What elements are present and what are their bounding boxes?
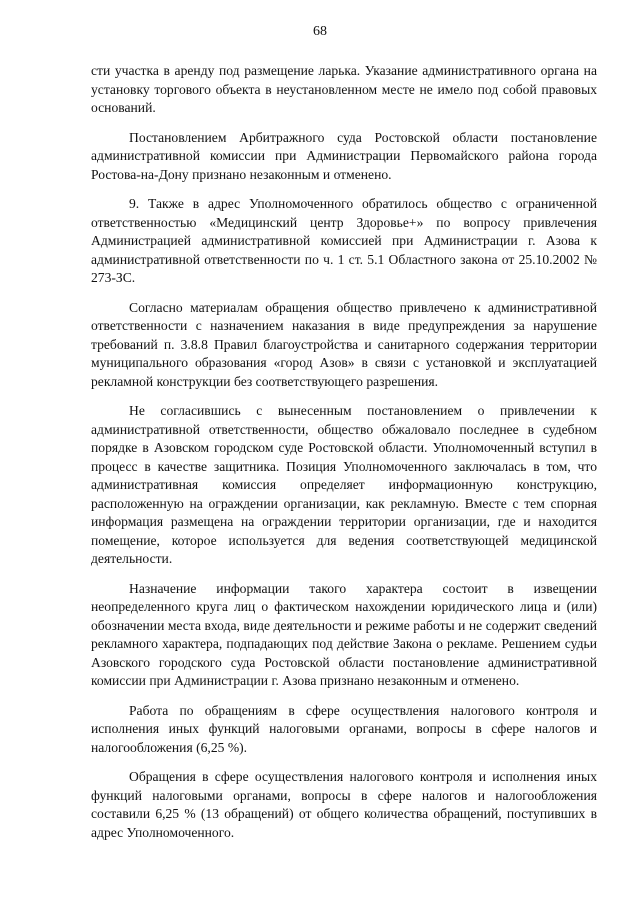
paragraph: Работа по обращениям в сфере осуществления налогового контроля и исполнения иных функций налоговыми органами, вопросы в сфере налогов и налогообложения (6,25 %). [91,702,597,755]
paragraph: Постановлением Арбитражного суда Ростовской области постановление административной комиссии при Администрации Первомайского района города Ростова-на-Дону признано незаконным и отменено. [91,129,597,182]
paragraph-continuation: сти участка в аренду под размещение ларька. Указание административного органа на установку торгового объекта в неустановленном месте не имело под собой правовых оснований. [91,63,597,115]
paragraph: 9. Также в адрес Уполномоченного обратилось общество с ограниченной ответственностью «Медицинский центр Здоровье+» по вопросу привлечения Администрацией административной комиссией при Администрации г. Азова к административной ответственности по ч. 1 ст. 5.1 Областного закона от 25.10.2002 № 273-ЗС. [91,196,597,285]
paragraph: Назначение информации такого характера состоит в извещении неопределенного круга лиц о фактическом нахождении юридического лица и (или) обозначении места входа, виде деятельности и режиме работы и не содержит сведений рекламного характера, подпадающих под действие Закона о рекламе. Решением судьи Азовского городского суда Ростовской области постановление административной комиссии при Администрации г. Азова признано незаконным и отменено. [91,580,597,688]
paragraph: Согласно материалам обращения общество привлечено к административной ответственности с назначением наказания в виде предупреждения за нарушение требований п. 3.8.8 Правил благоустройства и санитарного содержания территории муниципального образования «город Азов» в связи с установкой и эксплуатацией рекламной конструкции без соответствующего разрешения. [91,299,597,389]
paragraph: Не согласившись с вынесенным постановлением о привлечении к административной ответственности, общество обжаловало последнее в судебном порядке в Азовском городском суде Ростовской области. Уполномоченный вступил в процесс в качестве защитника. Позиция Уполномоченного заключалась в том, что административная комиссия определяет информационную конструкцию, расположенную на ограждении организации, как рекламную. Вместе с тем спорная информация размещена на ограждении территории организации, где и находится помещение, которое используется для ведения соответствующей медицинской деятельности. [91,403,597,566]
paragraph: Обращения в сфере осуществления налогового контроля и исполнения иных функций налоговыми органами, вопросы в сфере налогов и налогообложения составили 6,25 % (13 обращений) от общего количества обращений, поступивших в адрес Уполномоченного. [91,769,597,840]
page-number: 68 [313,24,327,39]
document-body [91,62,597,853]
